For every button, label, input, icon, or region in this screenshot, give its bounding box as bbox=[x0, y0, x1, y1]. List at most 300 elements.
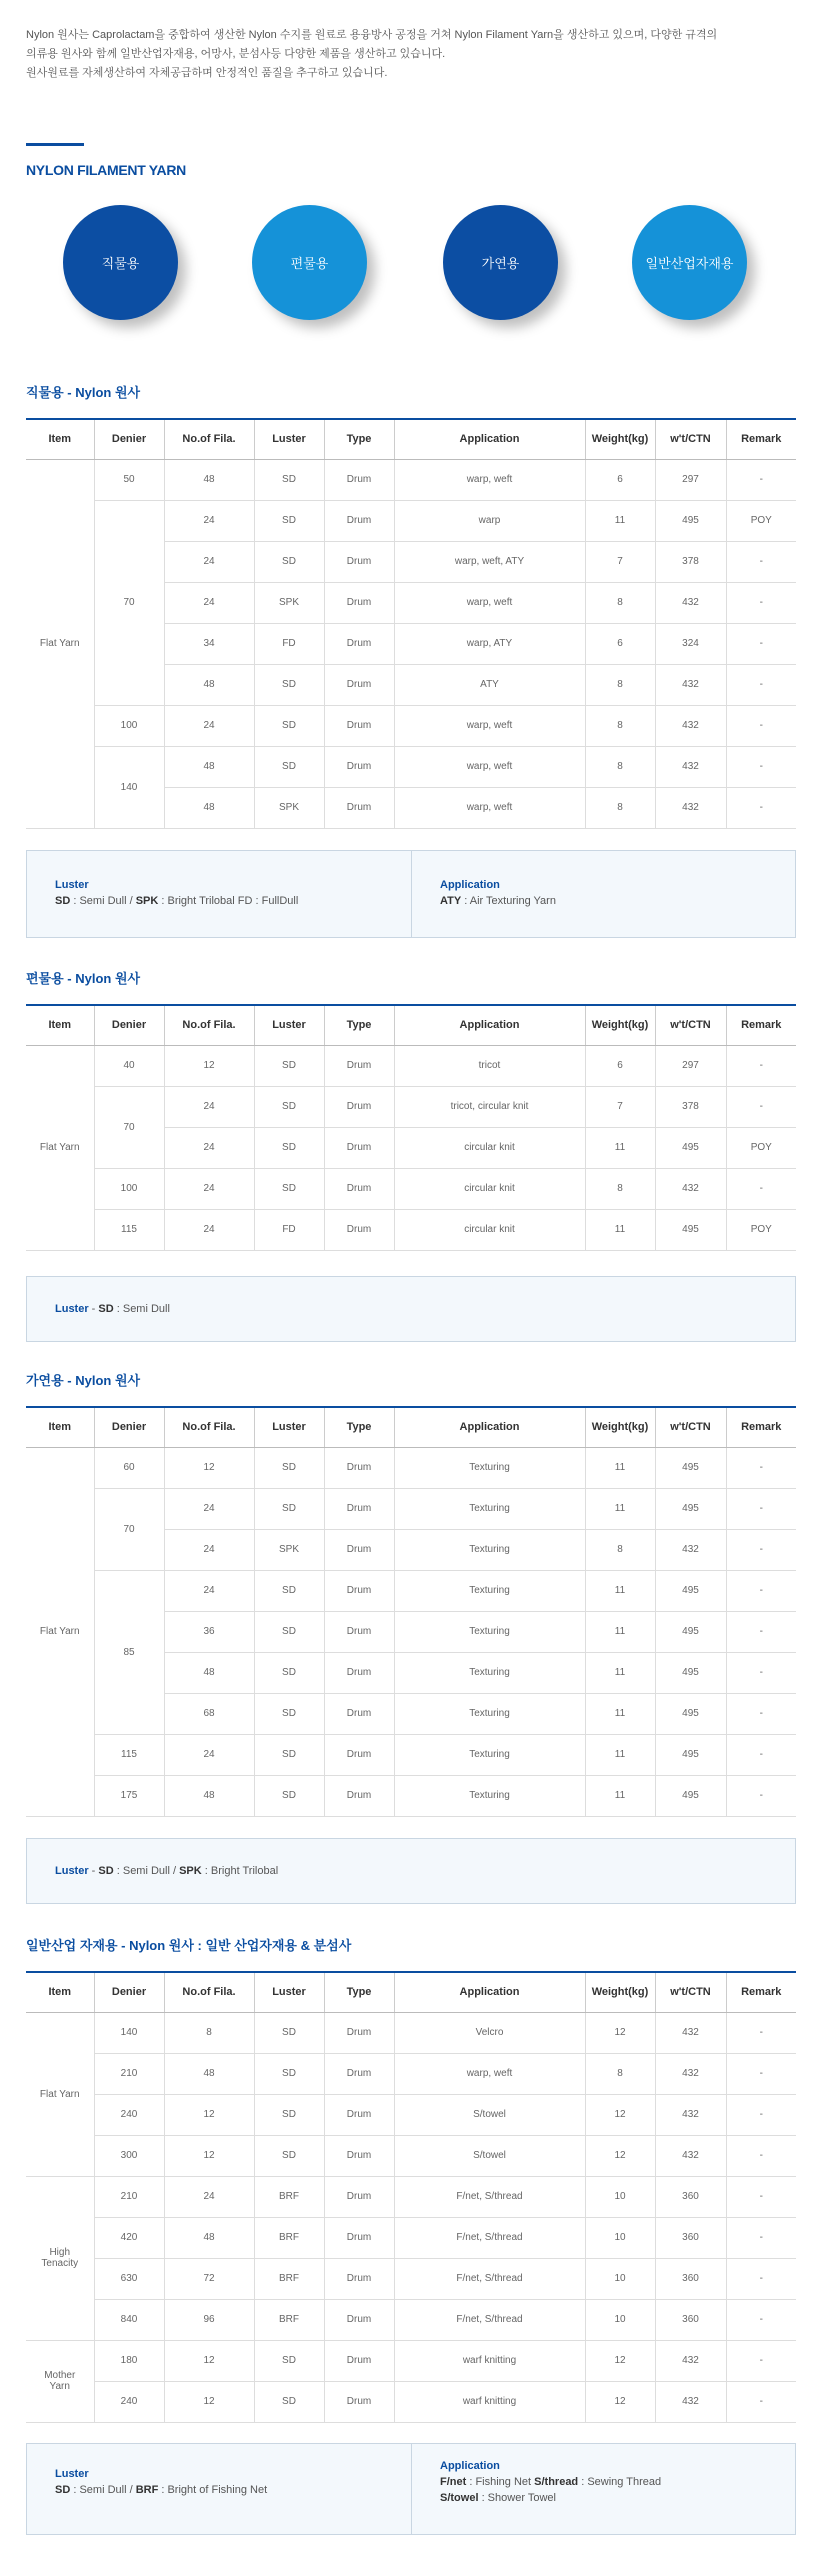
col-header-fila: No.of Fila. bbox=[164, 1005, 254, 1045]
denier-cell: 115 bbox=[94, 1209, 164, 1250]
application-cell: tricot, circular knit bbox=[394, 1086, 585, 1127]
col-header-weight: Weight(kg) bbox=[585, 1972, 655, 2012]
luster-cell: SD bbox=[254, 664, 324, 705]
table-row bbox=[26, 1168, 796, 1209]
fila-cell: 12 bbox=[164, 2135, 254, 2176]
application-cell: warp, ATY bbox=[394, 623, 585, 664]
type-cell: Drum bbox=[324, 2053, 394, 2094]
spec-table-knitting bbox=[26, 1004, 796, 1251]
fila-cell: 12 bbox=[164, 2094, 254, 2135]
col-header-fila: No.of Fila. bbox=[164, 1972, 254, 2012]
denier-cell: 115 bbox=[94, 1734, 164, 1775]
fila-cell: 48 bbox=[164, 746, 254, 787]
page-title: NYLON FILAMENT YARN bbox=[26, 162, 186, 178]
fila-cell: 24 bbox=[164, 705, 254, 746]
luster-cell: SD bbox=[254, 2340, 324, 2381]
remark-cell: - bbox=[726, 2053, 796, 2094]
category-nav bbox=[0, 205, 815, 325]
weight-cell: 7 bbox=[585, 1086, 655, 1127]
denier-cell: 70 bbox=[94, 500, 164, 705]
denier-cell: 240 bbox=[94, 2381, 164, 2422]
weight-cell: 6 bbox=[585, 1045, 655, 1086]
legend-luster-text: SD : Semi Dull / BRF : Bright of Fishing Net bbox=[55, 2484, 268, 2496]
remark-cell: - bbox=[726, 2381, 796, 2422]
type-cell: Drum bbox=[324, 1447, 394, 1488]
luster-cell: SD bbox=[254, 1447, 324, 1488]
weight-cell: 11 bbox=[585, 1447, 655, 1488]
table-row bbox=[26, 1447, 796, 1488]
col-header-fila: No.of Fila. bbox=[164, 419, 254, 459]
weight-cell: 8 bbox=[585, 1529, 655, 1570]
ctn-cell: 495 bbox=[655, 500, 726, 541]
table-row bbox=[26, 2299, 796, 2340]
table-header-row bbox=[26, 1407, 796, 1447]
table-row bbox=[26, 2340, 796, 2381]
luster-cell: SD bbox=[254, 1488, 324, 1529]
col-header-application: Application bbox=[394, 1005, 585, 1045]
type-cell: Drum bbox=[324, 2258, 394, 2299]
category-industrial-button[interactable]: 일반산업자재용 bbox=[632, 205, 747, 320]
fila-cell: 12 bbox=[164, 1447, 254, 1488]
ctn-cell: 495 bbox=[655, 1488, 726, 1529]
ctn-cell: 432 bbox=[655, 2053, 726, 2094]
weight-cell: 6 bbox=[585, 459, 655, 500]
luster-cell: SD bbox=[254, 1652, 324, 1693]
col-header-weight: Weight(kg) bbox=[585, 1005, 655, 1045]
luster-cell: SPK bbox=[254, 1529, 324, 1570]
weight-cell: 11 bbox=[585, 1652, 655, 1693]
spec-table-industrial bbox=[26, 1971, 796, 2423]
remark-cell: - bbox=[726, 1570, 796, 1611]
remark-cell: - bbox=[726, 787, 796, 828]
remark-cell: - bbox=[726, 2012, 796, 2053]
legend-luster-label: Luster bbox=[55, 2468, 89, 2480]
table-row bbox=[26, 2217, 796, 2258]
section-title-texturing: 가연용 - Nylon 원사 bbox=[26, 1373, 141, 1388]
remark-cell: - bbox=[726, 1652, 796, 1693]
type-cell: Drum bbox=[324, 1168, 394, 1209]
fila-cell: 24 bbox=[164, 1168, 254, 1209]
table-row bbox=[26, 1209, 796, 1250]
item-cell: Flat Yarn bbox=[26, 1447, 94, 1816]
table-row bbox=[26, 1488, 796, 1529]
weight-cell: 10 bbox=[585, 2258, 655, 2299]
col-header-denier: Denier bbox=[94, 419, 164, 459]
denier-cell: 140 bbox=[94, 2012, 164, 2053]
remark-cell: - bbox=[726, 2340, 796, 2381]
denier-cell: 100 bbox=[94, 705, 164, 746]
weight-cell: 10 bbox=[585, 2217, 655, 2258]
luster-cell: SD bbox=[254, 1775, 324, 1816]
item-cell: High Tenacity bbox=[26, 2176, 94, 2340]
ctn-cell: 378 bbox=[655, 541, 726, 582]
type-cell: Drum bbox=[324, 1127, 394, 1168]
ctn-cell: 432 bbox=[655, 787, 726, 828]
ctn-cell: 432 bbox=[655, 746, 726, 787]
type-cell: Drum bbox=[324, 1734, 394, 1775]
luster-cell: SD bbox=[254, 1086, 324, 1127]
type-cell: Drum bbox=[324, 1045, 394, 1086]
type-cell: Drum bbox=[324, 2340, 394, 2381]
weight-cell: 8 bbox=[585, 2053, 655, 2094]
ctn-cell: 495 bbox=[655, 1447, 726, 1488]
col-header-remark: Remark bbox=[726, 419, 796, 459]
application-cell: warp, weft bbox=[394, 705, 585, 746]
table-header-row bbox=[26, 1005, 796, 1045]
item-cell: Flat Yarn bbox=[26, 1045, 94, 1250]
ctn-cell: 495 bbox=[655, 1209, 726, 1250]
col-header-application: Application bbox=[394, 1407, 585, 1447]
denier-cell: 70 bbox=[94, 1488, 164, 1570]
weight-cell: 8 bbox=[585, 746, 655, 787]
col-header-ctn: w't/CTN bbox=[655, 419, 726, 459]
weight-cell: 8 bbox=[585, 705, 655, 746]
intro-text bbox=[26, 26, 806, 83]
remark-cell: - bbox=[726, 1168, 796, 1209]
fila-cell: 24 bbox=[164, 2176, 254, 2217]
remark-cell: - bbox=[726, 2176, 796, 2217]
category-knitting-button[interactable]: 편물용 bbox=[252, 205, 367, 320]
weight-cell: 8 bbox=[585, 1168, 655, 1209]
weight-cell: 11 bbox=[585, 1775, 655, 1816]
ctn-cell: 360 bbox=[655, 2299, 726, 2340]
category-weaving-button[interactable]: 직물용 bbox=[63, 205, 178, 320]
application-cell: F/net, S/thread bbox=[394, 2299, 585, 2340]
table-header-row bbox=[26, 419, 796, 459]
fila-cell: 24 bbox=[164, 1127, 254, 1168]
intro-line: 원사원료를 자체생산하여 자체공급하며 안정적인 품질을 추구하고 있습니다. bbox=[26, 67, 388, 79]
table-row bbox=[26, 1086, 796, 1127]
fila-cell: 12 bbox=[164, 1045, 254, 1086]
application-cell: S/towel bbox=[394, 2135, 585, 2176]
type-cell: Drum bbox=[324, 623, 394, 664]
item-cell: Mother Yarn bbox=[26, 2340, 94, 2422]
luster-cell: SD bbox=[254, 1611, 324, 1652]
application-cell: Texturing bbox=[394, 1529, 585, 1570]
luster-cell: SD bbox=[254, 1127, 324, 1168]
denier-cell: 85 bbox=[94, 1570, 164, 1734]
table-row bbox=[26, 1045, 796, 1086]
fila-cell: 12 bbox=[164, 2381, 254, 2422]
table-row bbox=[26, 2381, 796, 2422]
intro-line: 의류용 원사와 함께 일반산업자재용, 어망사, 분섬사등 다양한 제품을 생산하고 있습니다. bbox=[26, 48, 446, 60]
legend-box-knitting bbox=[26, 1276, 796, 1342]
table-row bbox=[26, 2053, 796, 2094]
item-cell: Flat Yarn bbox=[26, 459, 94, 828]
remark-cell: - bbox=[726, 746, 796, 787]
legend-box-industrial bbox=[26, 2443, 796, 2535]
luster-cell: SD bbox=[254, 705, 324, 746]
denier-cell: 210 bbox=[94, 2176, 164, 2217]
type-cell: Drum bbox=[324, 2012, 394, 2053]
legend-luster-text: Luster - SD : Semi Dull bbox=[55, 1303, 170, 1315]
denier-cell: 300 bbox=[94, 2135, 164, 2176]
weight-cell: 7 bbox=[585, 541, 655, 582]
weight-cell: 11 bbox=[585, 1570, 655, 1611]
spec-table-texturing bbox=[26, 1406, 796, 1817]
col-header-application: Application bbox=[394, 1972, 585, 2012]
table-row bbox=[26, 500, 796, 541]
col-header-application: Application bbox=[394, 419, 585, 459]
application-cell: warp, weft bbox=[394, 582, 585, 623]
application-cell: tricot bbox=[394, 1045, 585, 1086]
application-cell: warp, weft bbox=[394, 2053, 585, 2094]
luster-cell: SD bbox=[254, 2094, 324, 2135]
ctn-cell: 324 bbox=[655, 623, 726, 664]
col-header-denier: Denier bbox=[94, 1005, 164, 1045]
legend-application-text: ATY : Air Texturing Yarn bbox=[440, 895, 556, 907]
col-header-remark: Remark bbox=[726, 1972, 796, 2012]
remark-cell: - bbox=[726, 1529, 796, 1570]
ctn-cell: 495 bbox=[655, 1775, 726, 1816]
type-cell: Drum bbox=[324, 705, 394, 746]
ctn-cell: 297 bbox=[655, 1045, 726, 1086]
luster-cell: BRF bbox=[254, 2299, 324, 2340]
spec-table-weaving bbox=[26, 418, 796, 829]
application-cell: F/net, S/thread bbox=[394, 2176, 585, 2217]
table-header-row bbox=[26, 1972, 796, 2012]
weight-cell: 12 bbox=[585, 2135, 655, 2176]
remark-cell: - bbox=[726, 1611, 796, 1652]
fila-cell: 34 bbox=[164, 623, 254, 664]
type-cell: Drum bbox=[324, 746, 394, 787]
fila-cell: 24 bbox=[164, 1529, 254, 1570]
luster-cell: FD bbox=[254, 623, 324, 664]
weight-cell: 10 bbox=[585, 2176, 655, 2217]
type-cell: Drum bbox=[324, 2094, 394, 2135]
legend-luster-text: SD : Semi Dull / SPK : Bright Trilobal FD : FullDull bbox=[55, 895, 299, 907]
col-header-item: Item bbox=[26, 1407, 94, 1447]
denier-cell: 100 bbox=[94, 1168, 164, 1209]
table-row bbox=[26, 705, 796, 746]
ctn-cell: 495 bbox=[655, 1734, 726, 1775]
denier-cell: 420 bbox=[94, 2217, 164, 2258]
luster-cell: BRF bbox=[254, 2258, 324, 2299]
ctn-cell: 495 bbox=[655, 1693, 726, 1734]
type-cell: Drum bbox=[324, 1209, 394, 1250]
luster-cell: SD bbox=[254, 500, 324, 541]
type-cell: Drum bbox=[324, 1086, 394, 1127]
col-header-weight: Weight(kg) bbox=[585, 1407, 655, 1447]
ctn-cell: 432 bbox=[655, 664, 726, 705]
ctn-cell: 297 bbox=[655, 459, 726, 500]
denier-cell: 60 bbox=[94, 1447, 164, 1488]
weight-cell: 12 bbox=[585, 2094, 655, 2135]
legend-application-label: Application bbox=[440, 879, 500, 891]
fila-cell: 24 bbox=[164, 541, 254, 582]
col-header-luster: Luster bbox=[254, 1407, 324, 1447]
remark-cell: POY bbox=[726, 500, 796, 541]
application-cell: warf knitting bbox=[394, 2340, 585, 2381]
weight-cell: 6 bbox=[585, 623, 655, 664]
table-row bbox=[26, 1775, 796, 1816]
application-cell: ATY bbox=[394, 664, 585, 705]
col-header-weight: Weight(kg) bbox=[585, 419, 655, 459]
fila-cell: 12 bbox=[164, 2340, 254, 2381]
type-cell: Drum bbox=[324, 1570, 394, 1611]
remark-cell: - bbox=[726, 1045, 796, 1086]
denier-cell: 40 bbox=[94, 1045, 164, 1086]
table-row bbox=[26, 459, 796, 500]
fila-cell: 48 bbox=[164, 664, 254, 705]
remark-cell: - bbox=[726, 2217, 796, 2258]
category-texturing-button[interactable]: 가연용 bbox=[443, 205, 558, 320]
weight-cell: 11 bbox=[585, 1734, 655, 1775]
ctn-cell: 432 bbox=[655, 2012, 726, 2053]
item-cell: Flat Yarn bbox=[26, 2012, 94, 2176]
denier-cell: 210 bbox=[94, 2053, 164, 2094]
remark-cell: - bbox=[726, 1693, 796, 1734]
application-cell: Texturing bbox=[394, 1447, 585, 1488]
col-header-type: Type bbox=[324, 1972, 394, 2012]
weight-cell: 10 bbox=[585, 2299, 655, 2340]
ctn-cell: 432 bbox=[655, 1168, 726, 1209]
col-header-type: Type bbox=[324, 1005, 394, 1045]
legend-application-text: S/towel : Shower Towel bbox=[440, 2492, 556, 2504]
denier-cell: 50 bbox=[94, 459, 164, 500]
remark-cell: - bbox=[726, 2135, 796, 2176]
weight-cell: 12 bbox=[585, 2381, 655, 2422]
remark-cell: POY bbox=[726, 1127, 796, 1168]
application-cell: warf knitting bbox=[394, 2381, 585, 2422]
ctn-cell: 432 bbox=[655, 1529, 726, 1570]
col-header-item: Item bbox=[26, 419, 94, 459]
remark-cell: POY bbox=[726, 1209, 796, 1250]
weight-cell: 11 bbox=[585, 1693, 655, 1734]
application-cell: S/towel bbox=[394, 2094, 585, 2135]
luster-cell: SD bbox=[254, 2012, 324, 2053]
remark-cell: - bbox=[726, 1488, 796, 1529]
section-title-knitting: 편물용 - Nylon 원사 bbox=[26, 971, 141, 986]
col-header-ctn: w't/CTN bbox=[655, 1972, 726, 2012]
application-cell: F/net, S/thread bbox=[394, 2217, 585, 2258]
col-header-item: Item bbox=[26, 1005, 94, 1045]
col-header-ctn: w't/CTN bbox=[655, 1407, 726, 1447]
weight-cell: 8 bbox=[585, 787, 655, 828]
remark-cell: - bbox=[726, 2299, 796, 2340]
remark-cell: - bbox=[726, 2258, 796, 2299]
luster-cell: SD bbox=[254, 2135, 324, 2176]
luster-cell: SPK bbox=[254, 582, 324, 623]
luster-cell: SD bbox=[254, 2381, 324, 2422]
remark-cell: - bbox=[726, 623, 796, 664]
section-title-weaving: 직물용 - Nylon 원사 bbox=[26, 385, 141, 400]
remark-cell: - bbox=[726, 1086, 796, 1127]
ctn-cell: 360 bbox=[655, 2258, 726, 2299]
intro-line: Nylon 원사는 Caprolactam을 중합하여 생산한 Nylon 수지를 원료로 용융방사 공정을 거쳐 Nylon Filament Yarn을 생산하고 있으며, 다양한 규격의 bbox=[26, 29, 718, 41]
legend-application-text: F/net : Fishing Net S/thread : Sewing Thread bbox=[440, 2476, 662, 2488]
ctn-cell: 495 bbox=[655, 1611, 726, 1652]
application-cell: Texturing bbox=[394, 1775, 585, 1816]
col-header-type: Type bbox=[324, 419, 394, 459]
col-header-remark: Remark bbox=[726, 1005, 796, 1045]
application-cell: circular knit bbox=[394, 1127, 585, 1168]
application-cell: warp, weft bbox=[394, 746, 585, 787]
fila-cell: 96 bbox=[164, 2299, 254, 2340]
fila-cell: 24 bbox=[164, 500, 254, 541]
application-cell: Texturing bbox=[394, 1734, 585, 1775]
fila-cell: 24 bbox=[164, 1734, 254, 1775]
weight-cell: 11 bbox=[585, 1611, 655, 1652]
table-row bbox=[26, 1734, 796, 1775]
luster-cell: SD bbox=[254, 1734, 324, 1775]
table-row bbox=[26, 2094, 796, 2135]
weight-cell: 11 bbox=[585, 1127, 655, 1168]
denier-cell: 630 bbox=[94, 2258, 164, 2299]
denier-cell: 240 bbox=[94, 2094, 164, 2135]
table-row bbox=[26, 2258, 796, 2299]
luster-cell: SD bbox=[254, 541, 324, 582]
fila-cell: 24 bbox=[164, 1488, 254, 1529]
legend-application-label: Application bbox=[440, 2460, 500, 2472]
col-header-item: Item bbox=[26, 1972, 94, 2012]
col-header-type: Type bbox=[324, 1407, 394, 1447]
remark-cell: - bbox=[726, 705, 796, 746]
col-header-ctn: w't/CTN bbox=[655, 1005, 726, 1045]
application-cell: Velcro bbox=[394, 2012, 585, 2053]
section-title-industrial: 일반산업 자재용 - Nylon 원사 : 일반 산업자재용 & 분섬사 bbox=[26, 1938, 352, 1953]
col-header-denier: Denier bbox=[94, 1407, 164, 1447]
type-cell: Drum bbox=[324, 787, 394, 828]
luster-cell: SPK bbox=[254, 787, 324, 828]
type-cell: Drum bbox=[324, 2381, 394, 2422]
fila-cell: 48 bbox=[164, 2217, 254, 2258]
fila-cell: 48 bbox=[164, 787, 254, 828]
application-cell: warp bbox=[394, 500, 585, 541]
luster-cell: SD bbox=[254, 746, 324, 787]
weight-cell: 11 bbox=[585, 1209, 655, 1250]
col-header-luster: Luster bbox=[254, 1005, 324, 1045]
weight-cell: 8 bbox=[585, 582, 655, 623]
type-cell: Drum bbox=[324, 2217, 394, 2258]
col-header-luster: Luster bbox=[254, 1972, 324, 2012]
ctn-cell: 432 bbox=[655, 2340, 726, 2381]
ctn-cell: 360 bbox=[655, 2176, 726, 2217]
ctn-cell: 432 bbox=[655, 2135, 726, 2176]
luster-cell: BRF bbox=[254, 2176, 324, 2217]
denier-cell: 140 bbox=[94, 746, 164, 828]
fila-cell: 24 bbox=[164, 1086, 254, 1127]
remark-cell: - bbox=[726, 582, 796, 623]
ctn-cell: 432 bbox=[655, 2381, 726, 2422]
type-cell: Drum bbox=[324, 2176, 394, 2217]
luster-cell: SD bbox=[254, 2053, 324, 2094]
type-cell: Drum bbox=[324, 664, 394, 705]
ctn-cell: 495 bbox=[655, 1127, 726, 1168]
denier-cell: 70 bbox=[94, 1086, 164, 1168]
col-header-fila: No.of Fila. bbox=[164, 1407, 254, 1447]
denier-cell: 840 bbox=[94, 2299, 164, 2340]
fila-cell: 24 bbox=[164, 1570, 254, 1611]
luster-cell: SD bbox=[254, 459, 324, 500]
type-cell: Drum bbox=[324, 2135, 394, 2176]
denier-cell: 180 bbox=[94, 2340, 164, 2381]
legend-box-weaving bbox=[26, 850, 796, 938]
type-cell: Drum bbox=[324, 459, 394, 500]
application-cell: Texturing bbox=[394, 1570, 585, 1611]
title-accent-bar bbox=[26, 143, 84, 146]
weight-cell: 12 bbox=[585, 2012, 655, 2053]
legend-box-texturing bbox=[26, 1838, 796, 1904]
luster-cell: SD bbox=[254, 1045, 324, 1086]
luster-cell: SD bbox=[254, 1168, 324, 1209]
application-cell: Texturing bbox=[394, 1693, 585, 1734]
fila-cell: 24 bbox=[164, 582, 254, 623]
type-cell: Drum bbox=[324, 2299, 394, 2340]
remark-cell: - bbox=[726, 1734, 796, 1775]
table-row bbox=[26, 2135, 796, 2176]
remark-cell: - bbox=[726, 1447, 796, 1488]
